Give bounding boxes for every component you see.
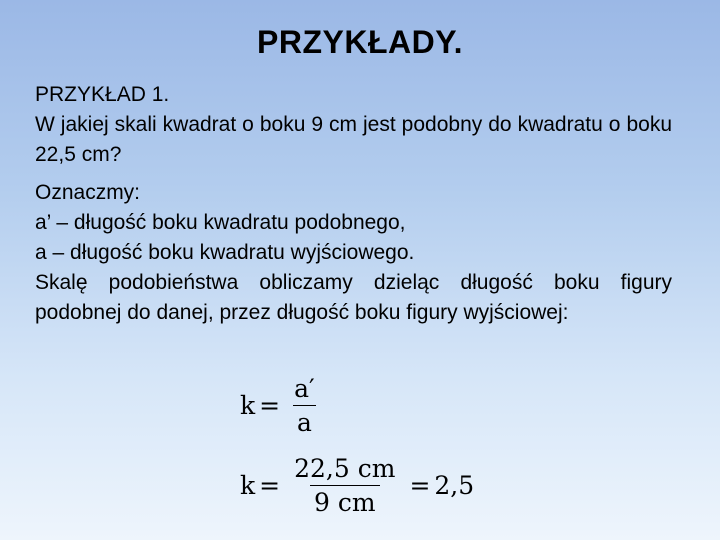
fraction-denominator: a <box>293 405 316 437</box>
formula-scale-definition <box>240 374 325 437</box>
definition-a: a – długość boku kwadratu wyjściowego. <box>35 241 415 264</box>
fraction-numerator: 22,5 cm <box>294 454 396 483</box>
formula-lhs: k <box>240 471 256 500</box>
equals-sign: = <box>259 391 281 420</box>
page-title: PRZYKŁADY. <box>257 24 463 60</box>
notation-intro: Oznaczmy: <box>35 181 141 204</box>
example-heading: PRZYKŁAD 1. <box>35 83 170 106</box>
fraction-numerator: a′ <box>294 374 315 403</box>
formula-scale-calculation <box>240 454 474 517</box>
formula-result: 2,5 <box>434 471 475 500</box>
definition-a-prime: a’ – długość boku kwadratu podobnego, <box>35 211 406 234</box>
question-text: W jakiej skali kwadrat o boku 9 cm jest podobny do kwadratu o boku 22,5 cm? <box>35 113 672 166</box>
explanation-text: Skalę podobieństwa obliczamy dzieląc długość boku figury podobnej do danej, przez długość boku figury wyjściowej: <box>35 271 672 324</box>
fraction <box>290 454 399 517</box>
content-body <box>35 80 672 328</box>
formula-lhs: k <box>240 391 256 420</box>
fraction-denominator: 9 cm <box>310 485 380 517</box>
equals-sign: = <box>409 471 431 500</box>
fraction <box>290 374 319 437</box>
equals-sign: = <box>259 471 281 500</box>
